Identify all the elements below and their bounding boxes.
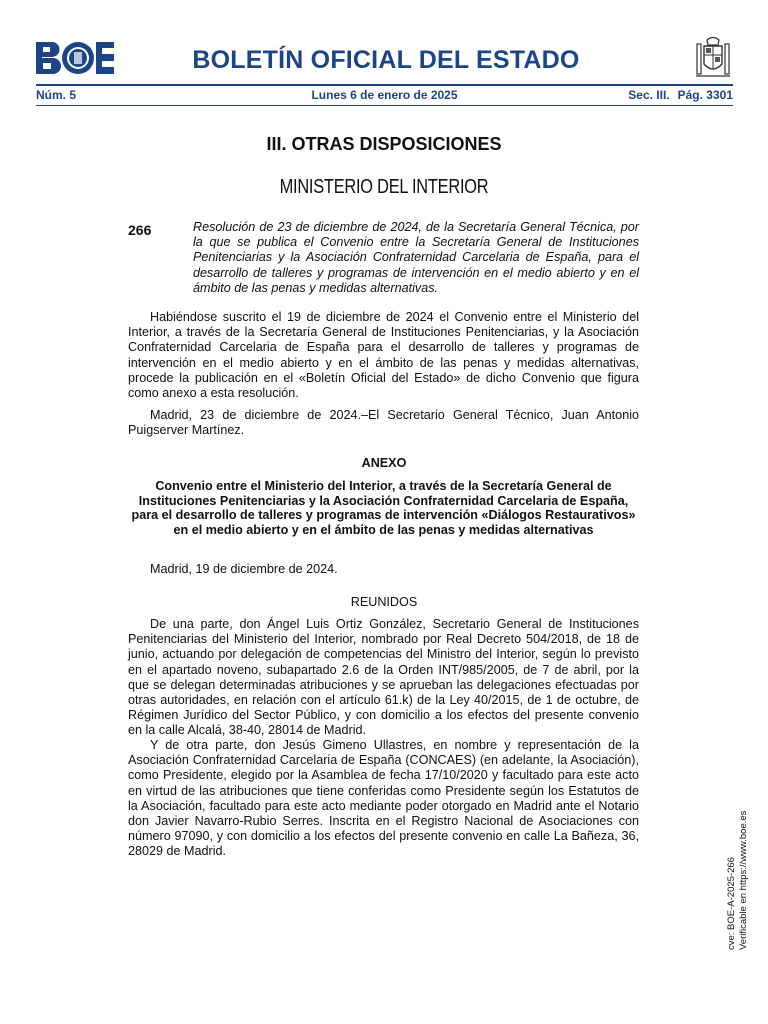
issue-number: Núm. 5: [36, 88, 77, 102]
party-one-text: De una parte, don Ángel Luis Ortiz González, Secretario General de Instituciones Penitenciarias del Ministerio del Interior, nombrado por Real Decreto 504/2018, de 18 de junio, actuando por delegación de competencias del Ministro del Interior, según lo previsto en el apartado noveno, subapartado 2.6 de la Orden INT/985/2005, de 7 de abril, por la que se delegan determinadas atribuciones y se aprueban las delegaciones efectuadas por otras autoridades, en relación con el artículo 61.k) de la Ley 40/2015, de 1 de octubre, de Régimen Jurídico del Sector Público, y con domicilio a los efectos del presente convenio en la calle Alcalá, 38-40, 28014 de Madrid.: [128, 617, 639, 738]
subheader-rule: [36, 105, 733, 106]
section-page: [620, 88, 733, 102]
issue-date: Lunes 6 de enero de 2025: [311, 88, 458, 102]
bulletin-title: BOLETÍN OFICIAL DEL ESTADO: [192, 46, 580, 74]
annex-heading: ANEXO: [361, 456, 407, 470]
resolution-summary: Resolución de 23 de diciembre de 2024, de la Secretaría General Técnica, por la que se publica el Convenio entre la Secretaría General de Instituciones Penitenciarias y la Asociación Confraternidad Carcelaria de España, para el desarrollo de talleres y programas de intervención en el medio abierto y en el ámbito de las penas y medidas alternativas.: [193, 220, 639, 295]
ministry-title: MINISTERIO DEL INTERIOR: [279, 176, 489, 198]
page-number: Pág. 3301: [677, 88, 733, 102]
issue-info-bar: [36, 88, 733, 104]
party-two-paragraph: [128, 738, 639, 860]
resolution-number: 266: [128, 222, 152, 238]
signature-paragraph: [128, 408, 639, 438]
intro-paragraph: [128, 310, 639, 401]
coat-of-arms-icon: [693, 36, 733, 82]
intro-text: Habiéndose suscrito el 19 de diciembre de 2024 el Convenio entre el Ministerio del Interior, a través de la Secretaría General de Instituciones Penitenciarias, y la Asociación Confraternidad Carcelaria de España para el desarrollo de talleres y programas de intervención en el medio abierto y en el ámbito de las penas y medidas alternativas, procede la publicación en el «Boletín Oficial del Estado» de dicho Convenio que figura como anexo a esta resolución.: [128, 310, 639, 401]
place-date-text: Madrid, 19 de diciembre de 2024.: [150, 562, 338, 576]
section-label: Sec. III.: [628, 88, 670, 102]
signature-text: Madrid, 23 de diciembre de 2024.–El Secretario General Técnico, Juan Antonio Puigserver Martínez.: [128, 408, 639, 438]
page-header: [36, 34, 733, 84]
cve-code: cve: BOE-A-2025-266: [726, 857, 737, 950]
party-one-paragraph: [128, 617, 639, 739]
agreement-title: Convenio entre el Ministerio del Interior, a través de la Secretaría General de Instituciones Penitenciarias y la Asociación Confraternidad Carcelaria de España, para el desarrollo de talleres y programas de intervención «Diálogos Restaurativos» en el medio abierto y en el ámbito de las penas y medidas alternativas: [131, 479, 636, 537]
boe-logo[interactable]: [36, 42, 114, 74]
verification-link[interactable]: Verificable en https://www.boe.es: [738, 810, 749, 950]
section-title: III. OTRAS DISPOSICIONES: [266, 134, 502, 154]
header-rule: [36, 84, 733, 86]
reunidos-heading: REUNIDOS: [350, 595, 418, 609]
verification-note: [726, 810, 752, 950]
place-date-paragraph: [128, 562, 639, 577]
party-two-text: Y de otra parte, don Jesús Gimeno Ullastres, en nombre y representación de la Asociación Confraternidad Carcelaria de España (CONCAES) (en adelante, la Asociación), como Presidente, elegido por la Asamblea de fecha 17/10/2020 y facultado para este acto en virtud de las atribuciones que tiene conferidas como Presidente según los Estatutos de la Asociación, facultado para este acto mediante poder otorgado en Madrid ante el Notario don Javier Navarro-Rubio Serres. Inscrita en el Registro Nacional de Asociaciones con número 97090, y con domicilio a los efectos del presente convenio en calle La Bañeza, 36, 28029 de Madrid.: [128, 738, 639, 859]
